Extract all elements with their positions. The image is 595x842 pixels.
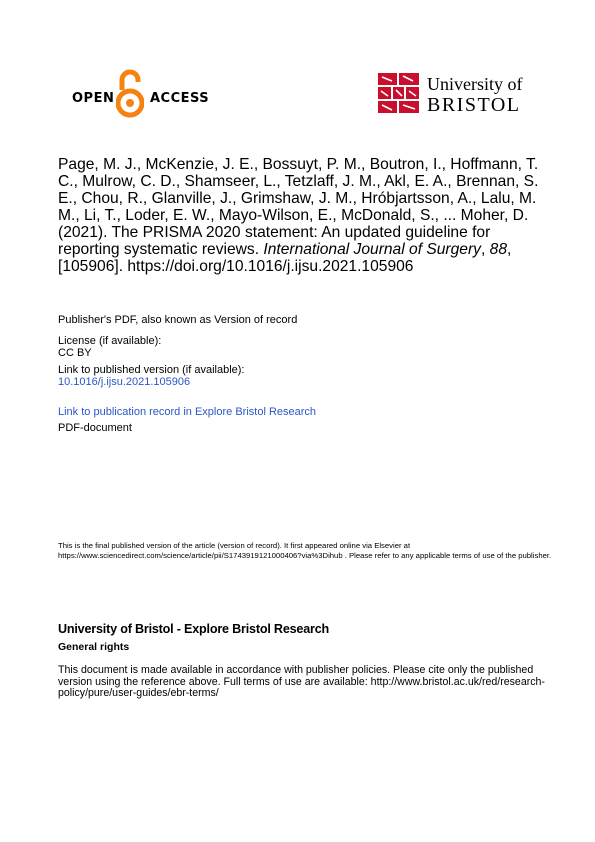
open-access-word-access: ACCESS	[150, 91, 210, 106]
license-value: CC BY	[58, 347, 92, 359]
university-heading: University of Bristol - Explore Bristol Research	[58, 622, 330, 636]
citation-authors-title: Page, M. J., McKenzie, J. E., Bossuyt, P. M., Boutron, I., Hoffmann, T. C., Mulrow, C. D., Shamseer, L., Tetzlaff, J. M., Akl, E. A., Brennan, S. E., Chou, R., Glanville, J., Grimshaw, J. M., Hróbjartsson, A., Lalu, M. M., Li, T., Loder, E. W., Mayo-Wilson, E., McDonald, S., ... Moher, D. (2021). The PRISMA 2020 statement: An updated guideline for reporting systematic reviews.	[58, 156, 539, 258]
license-label: License (if available):	[58, 335, 162, 347]
bristol-logo-line2: BRISTOL	[427, 94, 521, 116]
bristol-crest-icon	[377, 72, 420, 114]
explore-bristol-link[interactable]: Link to publication record in Explore Bristol Research	[58, 406, 317, 418]
published-version-link[interactable]: 10.1016/j.ijsu.2021.105906	[58, 376, 191, 388]
bristol-logo-line1: University of	[427, 74, 523, 94]
published-version-label: Link to published version (if available):	[58, 364, 245, 376]
citation-tail: , [105906]. https://doi.org/10.1016/j.ijsu.2021.105906	[58, 241, 512, 275]
version-text: Publisher's PDF, also known as Version of record	[58, 314, 298, 326]
publisher-footnote: This is the final published version of the article (version of record). It first appeared online via Elsevier at https://www.sciencedirect.com/science/article/pii/S1743919121000406?via%3Dihub . Please refer to any applicable terms of use of the publisher.	[58, 541, 552, 560]
open-access-lock-icon	[116, 68, 144, 120]
policy-text: This document is made available in accordance with publisher policies. Please cite only the published version using the reference above. Full terms of use are available: http://www.bristol.ac.uk/red/research-policy/pure/user-guides/ebr-terms/	[58, 664, 545, 699]
citation-journal: International Journal of Surgery	[263, 241, 481, 258]
document-type: PDF-document	[58, 422, 132, 434]
citation-volume: 88	[489, 241, 507, 258]
general-rights-heading: General rights	[58, 641, 130, 653]
citation	[58, 156, 548, 275]
open-access-word-open: OPEN	[72, 91, 115, 106]
citation-separator: ,	[480, 241, 490, 258]
